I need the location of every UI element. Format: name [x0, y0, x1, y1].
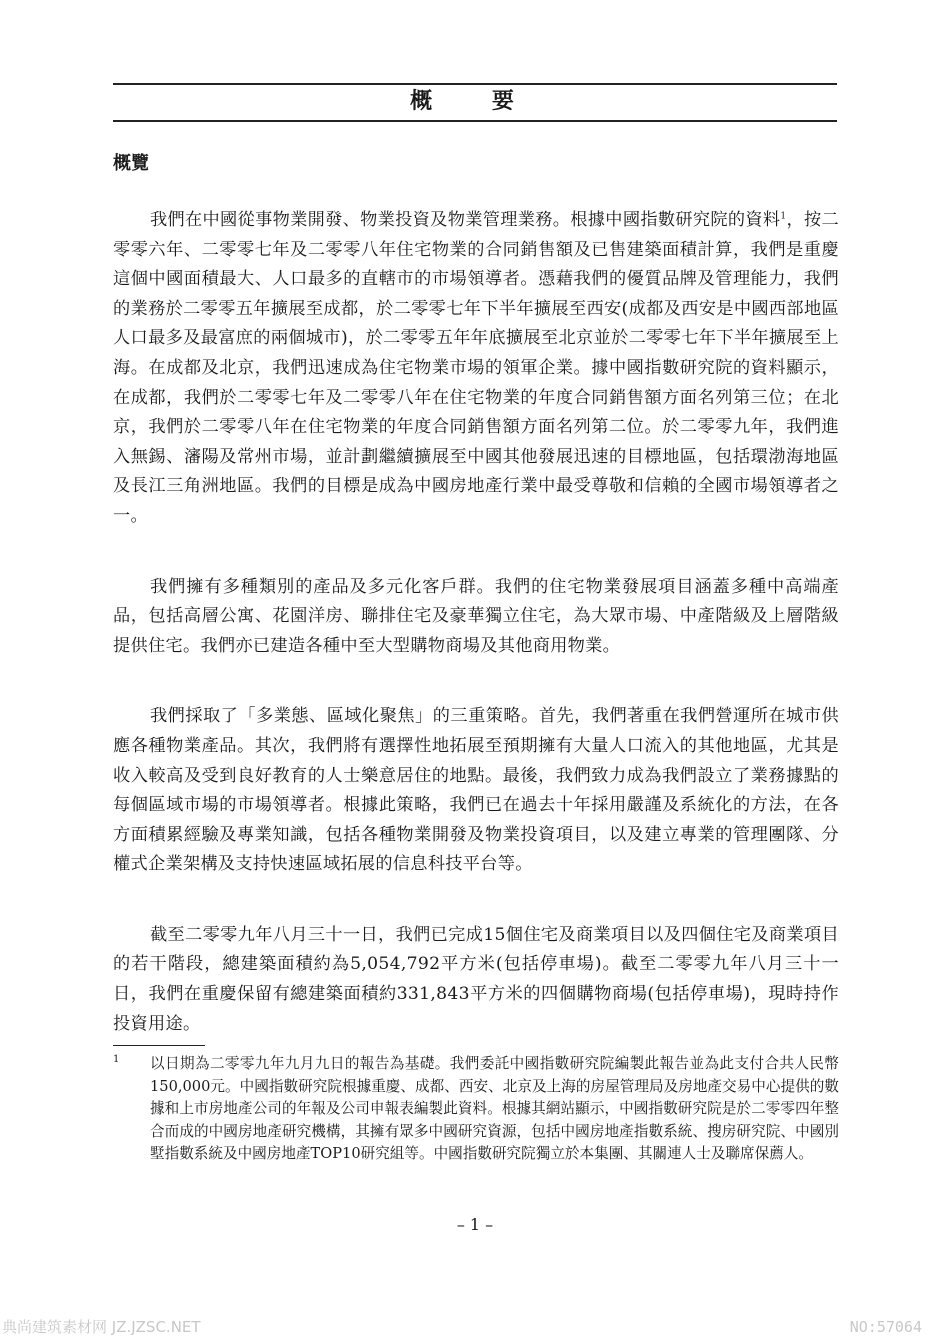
header-top-rule — [113, 83, 837, 85]
watermark-number: NO:57064 — [849, 1318, 922, 1336]
footnote-reference[interactable]: 1 — [780, 211, 787, 222]
header-bottom-rule — [113, 120, 837, 122]
paragraph-overview — [113, 206, 839, 532]
watermark-site-name: 典尚建筑素材网 JZ.JZSC.NET — [2, 1318, 201, 1336]
footnote-text: 以日期為二零零九年九月九日的報告為基礎。我們委託中國指數研究院編製此報告並為此支付合共人民幣150,000元。中國指數研究院根據重慶、成都、西安、北京及上海的房屋管理局及房地產交易中心提供的數據和上市房地產公司的年報及公司申報表編製此資料。根據其網站顯示，中國指數研究院是於二零零四年整合而成的中國房地產研究機構，其擁有眾多中國研究資源，包括中國房地產指數系統、搜房研究院、中國別墅指數系統及中國房地產TOP10研究組等。中國指數研究院獨立於本集團、其關連人士及聯席保薦人。 — [150, 1055, 839, 1163]
footnote-separator — [113, 1045, 205, 1046]
page-title: 概 要 — [410, 89, 540, 114]
body-text — [113, 206, 839, 1080]
page-number: – 1 – — [456, 1215, 494, 1234]
paragraph-products: 我們擁有多種類別的產品及多元化客戶群。我們的住宅物業發展項目涵蓋多種中高端產品，包括高層公寓、花園洋房、聯排住宅及豪華獨立住宅，為大眾市場、中產階級及上層階級提供住宅。我們亦已建造各種中至大型購物商場及其他商用物業。 — [113, 576, 839, 656]
paragraph-strategy: 我們採取了「多業態、區域化聚焦」的三重策略。首先，我們著重在我們營運所在城市供應各種物業產品。其次，我們將有選擇性地拓展至預期擁有大量人口流入的其他地區，尤其是收入較高及受到良好教育的人士樂意居住的地點。最後，我們致力成為我們設立了業務據點的每個區域市場的市場領導者。根據此策略，我們已在過去十年採用嚴謹及系統化的方法，在各方面積累經驗及專業知識，包括各種物業開發及物業投資項目，以及建立專業的管理團隊、分權式企業架構及支持快速區域拓展的信息科技平台等。 — [113, 706, 839, 875]
footnote — [113, 1053, 839, 1166]
section-heading: 概覽 — [113, 153, 149, 174]
footnote-marker: 1 — [113, 1054, 120, 1065]
paragraph-overview-start: 我們在中國從事物業開發、物業投資及物業管理業務。根據中國指數研究院的資料 — [150, 210, 781, 230]
paragraph-projects: 截至二零零九年八月三十一日，我們已完成15個住宅及商業項目以及四個住宅及商業項目的若干階段，總建築面積約為5,054,792平方米(包括停車場)。截至二零零九年八月三十一日，我們在重慶保留有總建築面積約331,843平方米的四個購物商場(包括停車場)，現時持作投資用途。 — [113, 924, 839, 1034]
paragraph-overview-end: ，按二零零六年、二零零七年及二零零八年住宅物業的合同銷售額及已售建築面積計算，我們是重慶這個中國面積最大、人口最多的直轄市的市場領導者。憑藉我們的優質品牌及管理能力，我們的業務於二零零五年擴展至成都，於二零零七年下半年擴展至西安(成都及西安是中國西部地區人口最多及最富庶的兩個城市)，於二零零五年年底擴展至北京並於二零零七年下半年擴展至上海。在成都及北京，我們迅速成為住宅物業市場的領軍企業。據中國指數研究院的資料顯示，在成都，我們於二零零七年及二零零八年在住宅物業的年度合同銷售額方面名列第三位；在北京，我們於二零零八年在住宅物業的年度合同銷售額方面名列第二位。於二零零九年，我們進入無錫、瀋陽及常州市場，並計劃繼續擴展至中國其他發展迅速的目標地區，包括環渤海地區及長江三角洲地區。我們的目標是成為中國房地產行業中最受尊敬和信賴的全國市場領導者之一。 — [113, 210, 839, 526]
